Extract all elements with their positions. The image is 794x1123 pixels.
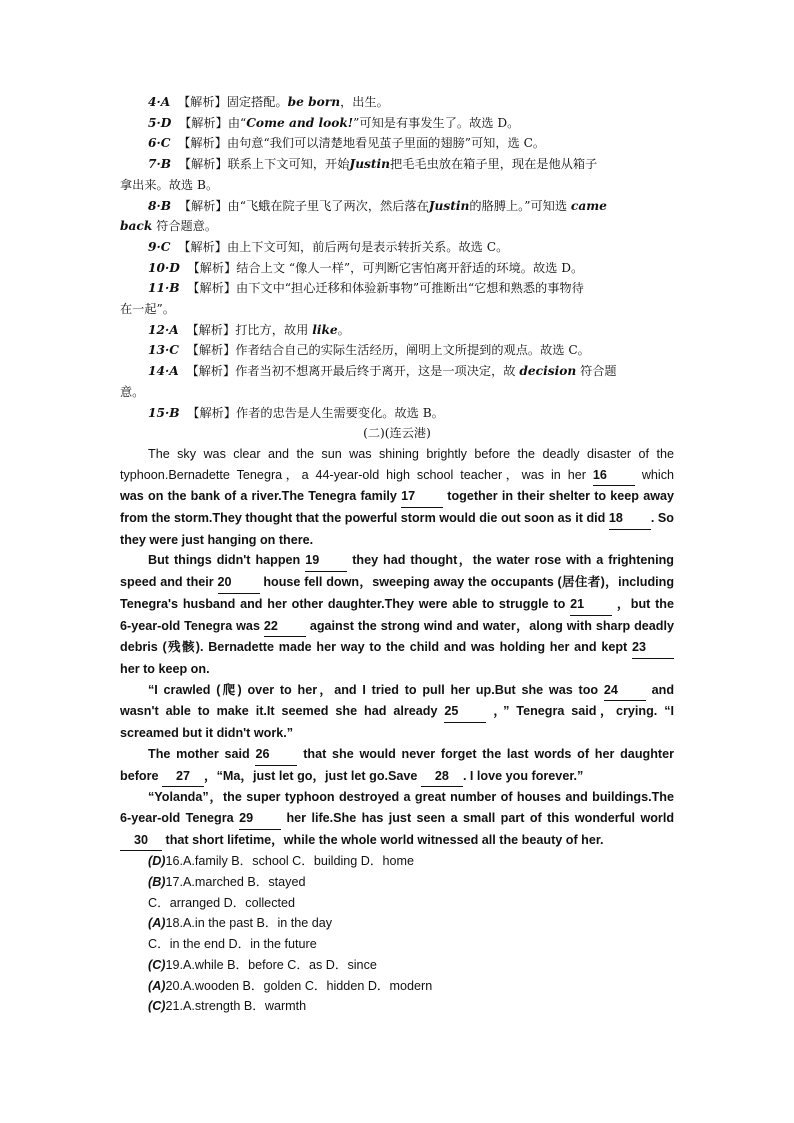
document-page <box>120 92 674 1017</box>
passage-line: But things didn't happen 19 they had thought，the water rose with a frightening <box>120 550 674 572</box>
option-row: (C)19.A.while B．before C．as D．since <box>148 957 377 972</box>
passage-line: before 27 ，“Ma，just let go，just let go.Save 28 . I love you forever.” <box>120 766 674 788</box>
blank-22[interactable]: 22 <box>264 616 306 638</box>
passage-line: “Yolanda”，the super typhoon destroyed a great number of houses and buildings.The <box>148 790 674 805</box>
passage-line: The sky was clear and the sun was shining brightly before the deadly disaster of the <box>148 446 674 461</box>
answer-7-cont: 拿出来。故选 B。 <box>120 177 219 192</box>
passage <box>120 444 674 851</box>
passage-line: 30 that short lifetime，while the whole world witnessed all the beauty of her. <box>120 830 674 852</box>
passage-line: was on the bank of a river.The Tenegra family 17 together in their shelter to keep away <box>120 486 674 508</box>
passage-line: typhoon.Bernadette Tenegra，a 44-year-old high school teacher，was in her 16 which <box>120 465 674 487</box>
blank-20[interactable]: 20 <box>218 572 260 594</box>
blank-18[interactable]: 18 <box>609 508 651 530</box>
section-title: (二)(连云港) <box>363 426 431 441</box>
options-list <box>120 851 674 1017</box>
option-row: (A)18.A.in the past B．in the day <box>148 916 333 931</box>
answer-12: 12·A 【解析】打比方，故用 like。 <box>148 322 350 337</box>
passage-line: Tenegra's husband and her other daughter.They were able to struggle to 21 ，but the <box>120 594 674 616</box>
answer-8-cont: back 符合题意。 <box>120 219 218 234</box>
passage-line: wasn't able to make it.It seemed she had already 25 ，” Tenegra said，crying. “I <box>120 701 674 723</box>
blank-26[interactable]: 26 <box>255 744 297 766</box>
answer-11-cont: 在一起”。 <box>120 302 175 317</box>
answer-14-cont: 意。 <box>120 384 145 399</box>
answer-6: 6·C 【解析】由句意“我们可以清楚地看见茧子里面的翅膀”可知，选 C。 <box>148 136 546 151</box>
option-row: (B)17.A.marched B．stayed <box>148 875 306 890</box>
passage-line: 6-year-old Tenegra was 22 against the strong wind and water，along with sharp deadly <box>120 616 674 638</box>
answer-15: 15·B 【解析】作者的忠告是人生需要变化。故选 B。 <box>148 405 444 420</box>
answer-9: 9·C 【解析】由上下文可知，前后两句是表示转折关系。故选 C。 <box>148 239 509 254</box>
blank-30[interactable]: 30 <box>120 830 162 852</box>
blank-29[interactable]: 29 <box>239 808 281 830</box>
answer-4: 4·A 【解析】固定搭配。be born，出生。 <box>148 95 389 109</box>
answer-5: 5·D 【解析】由“Come and look!”可知是有事发生了。故选 D。 <box>148 115 520 130</box>
option-row: (D)16.A.family B．school C．building D．home <box>148 854 414 869</box>
passage-line: “I crawled (爬) over to her，and I tried to pull her up.But she was too 24 and <box>120 680 674 702</box>
answer-7: 7·B 【解析】联系上下文可知，开始Justin把毛毛虫放在箱子里，现在是他从箱子 <box>148 157 598 172</box>
passage-line: The mother said 26 that she would never forget the last words of her daughter <box>120 744 674 766</box>
blank-19[interactable]: 19 <box>305 550 347 572</box>
answer-8: 8·B 【解析】由“飞蛾在院子里飞了两次，然后落在Justin的胳膊上。”可知选 came <box>148 198 607 213</box>
passage-line: screamed but it didn't work.” <box>120 726 294 741</box>
answer-14: 14·A 【解析】作者当初不想离开最后终于离开，这是一项决定，故 decision 符合题 <box>148 364 617 379</box>
blank-25[interactable]: 25 <box>444 701 486 723</box>
passage-line: her to keep on. <box>120 661 210 676</box>
passage-line: speed and their 20 house fell down，sweeping away the occupants (居住者)，including <box>120 572 674 594</box>
passage-line: 6-year-old Tenegra 29 her life.She has just seen a small part of this wonderful world <box>120 808 674 830</box>
answer-10: 10·D 【解析】结合上文 “像人一样”，可判断它害怕离开舒适的环境。故选 D。 <box>148 260 584 275</box>
answer-13: 13·C 【解析】作者结合自己的实际生活经历，阐明上文所提到的观点。故选 C。 <box>148 343 590 358</box>
option-row: C．in the end D．in the future <box>148 937 317 952</box>
blank-17[interactable]: 17 <box>401 486 443 508</box>
blank-27[interactable]: 27 <box>162 766 204 788</box>
blank-28[interactable]: 28 <box>421 766 463 788</box>
blank-16[interactable]: 16 <box>593 465 635 487</box>
option-row: (A)20.A.wooden B．golden C．hidden D．modern <box>148 978 433 993</box>
blank-21[interactable]: 21 <box>570 594 612 616</box>
passage-line: from the storm.They thought that the powerful storm would die out soon as it did 18 . So <box>120 508 674 530</box>
option-row: (C)21.A.strength B．warmth <box>148 999 307 1014</box>
passage-line: debris (残骸). Bernadette made her way to the child and was holding her and kept 23 <box>120 637 674 659</box>
passage-line: they were just hanging on there. <box>120 532 314 547</box>
blank-23[interactable]: 23 <box>632 637 674 659</box>
answer-11: 11·B 【解析】由下文中“担心迁移和体验新事物”可推断出“它想和熟悉的事物待 <box>148 281 584 296</box>
option-row: C．arranged D．collected <box>148 895 295 910</box>
blank-24[interactable]: 24 <box>604 680 646 702</box>
